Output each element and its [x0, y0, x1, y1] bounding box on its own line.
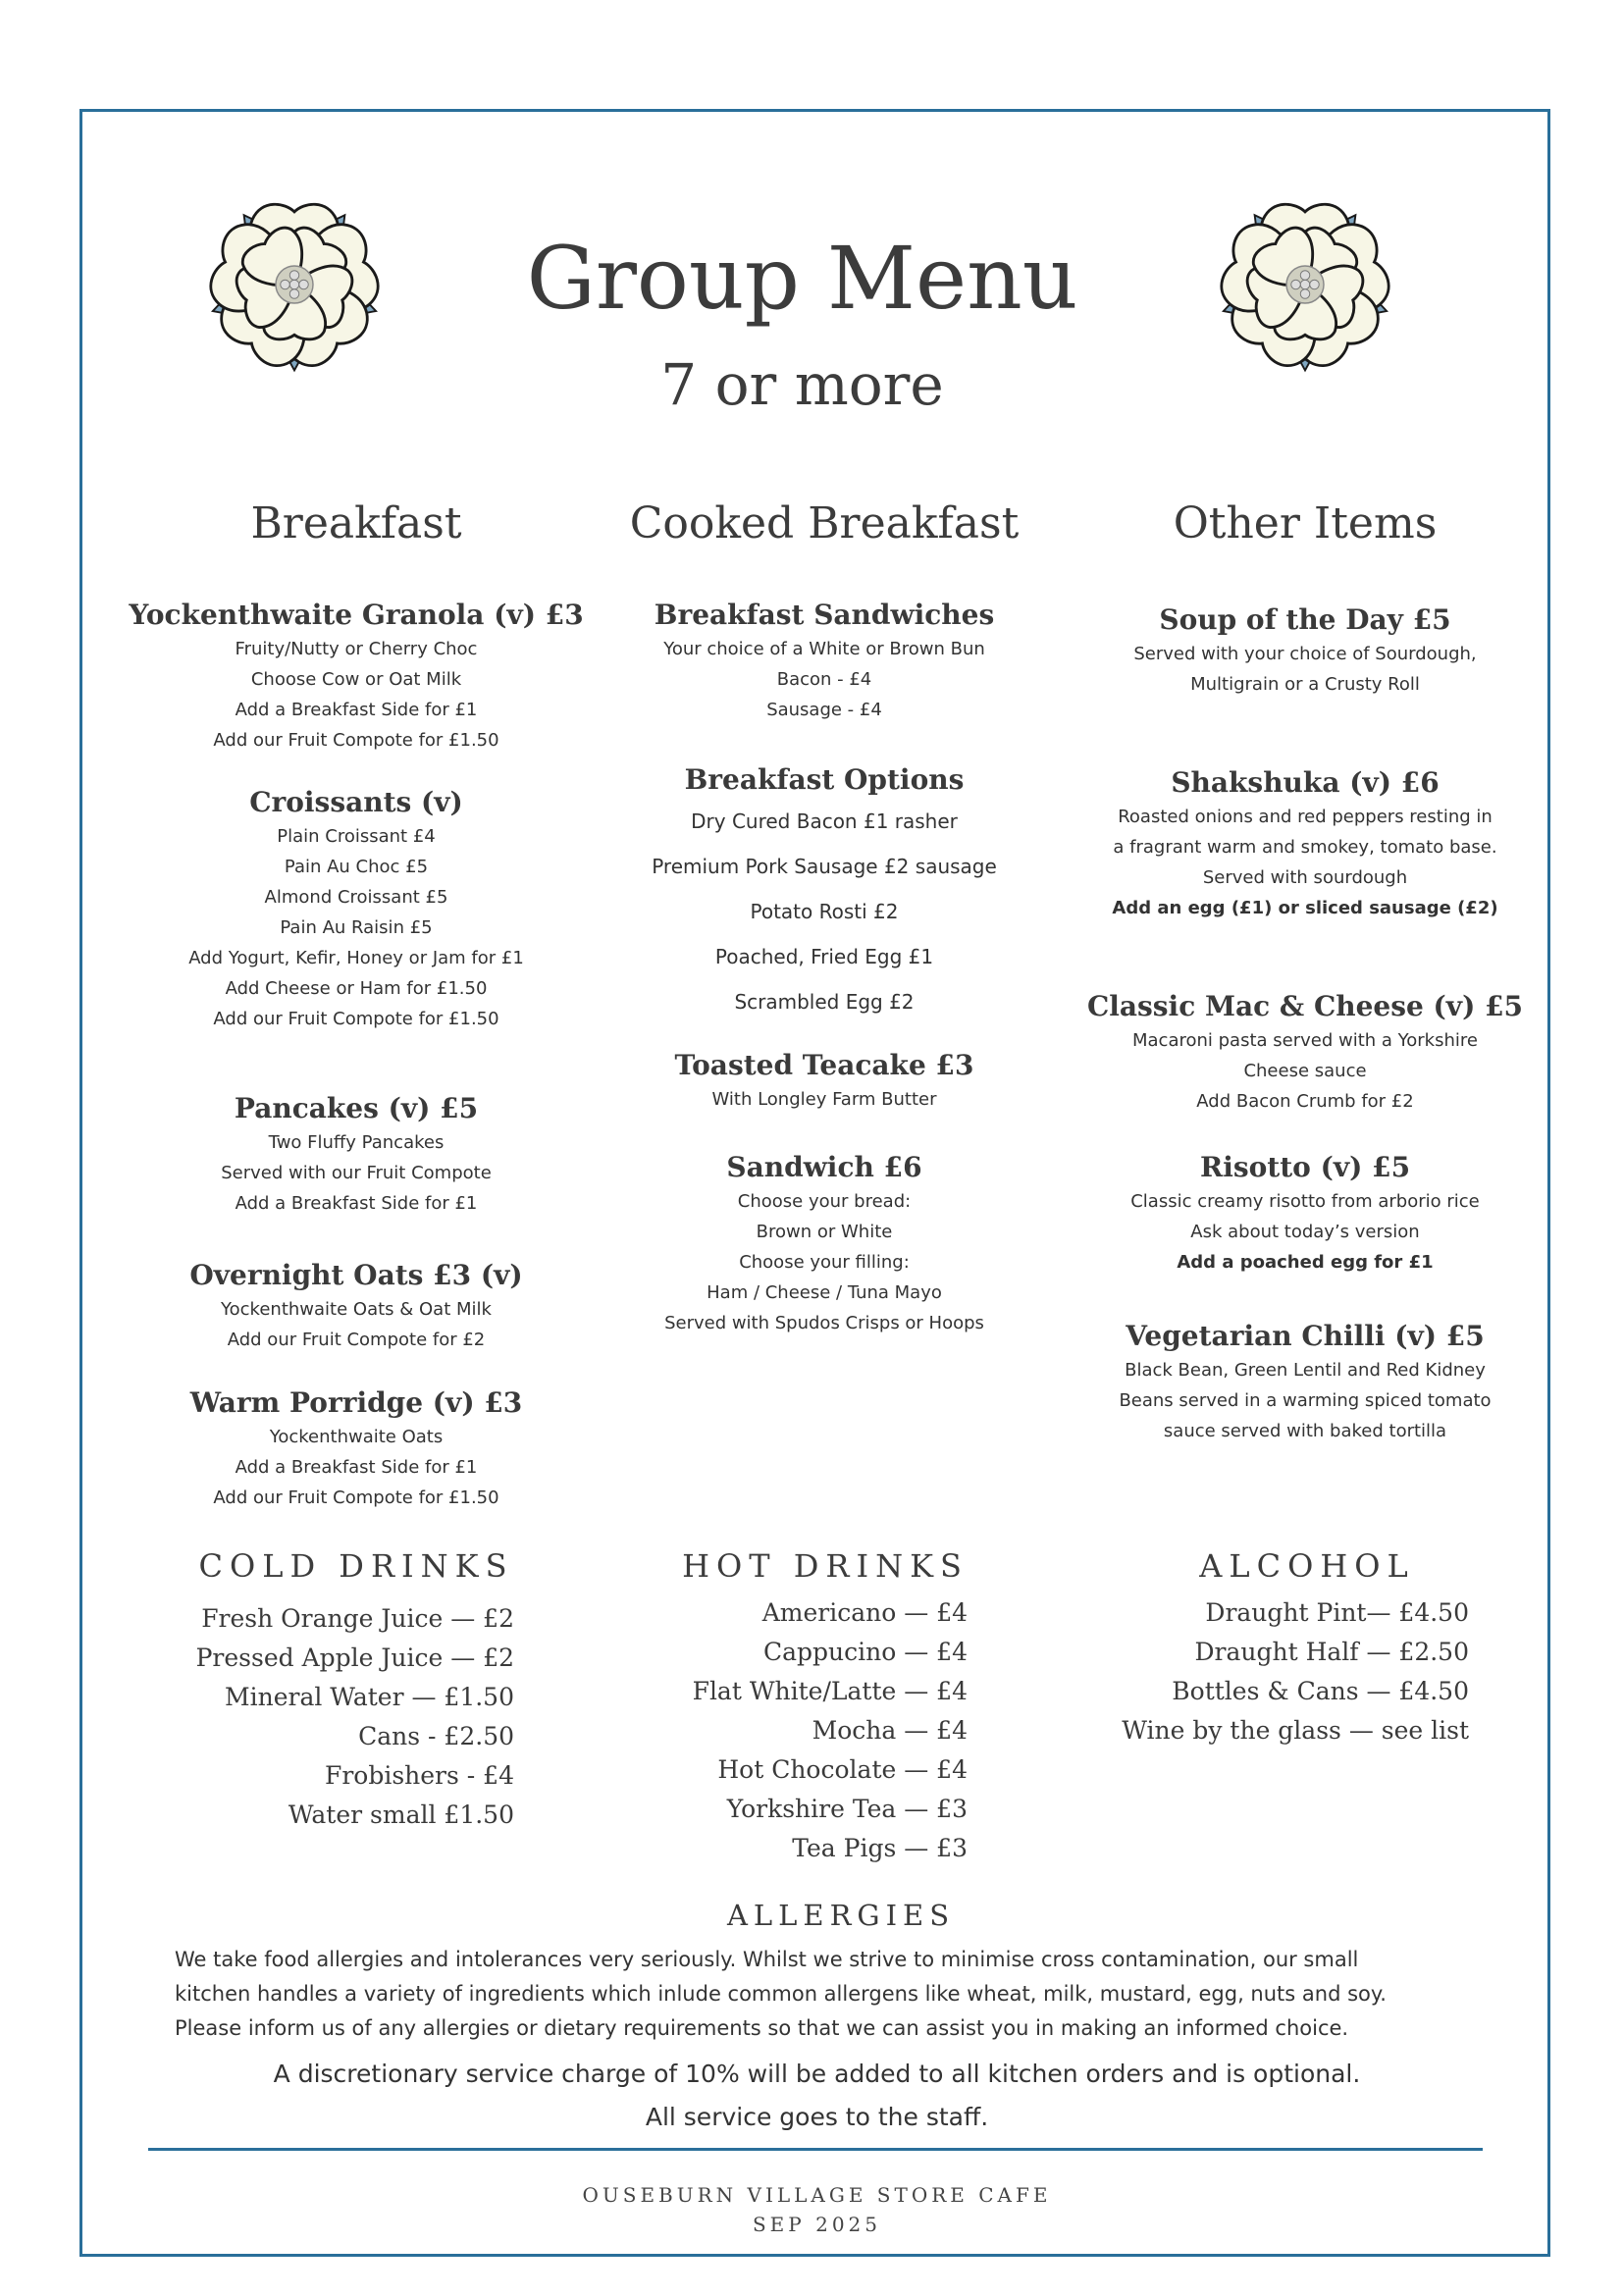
menu-item-detail: Choose your bread:: [737, 1191, 912, 1212]
menu-item: [101, 1384, 611, 1513]
menu-item-detail: Ask about today’s version: [1190, 1222, 1420, 1242]
menu-item: [1050, 1318, 1560, 1446]
menu-item-detail: Plain Croissant £4: [277, 826, 436, 847]
menu-item-detail: Bacon - £4: [776, 669, 872, 690]
alcohol-heading: ALCOHOL: [1199, 1547, 1415, 1585]
menu-item-detail: Ham / Cheese / Tuna Mayo: [707, 1282, 942, 1303]
drink-item: Pressed Apple Juice — £2: [195, 1644, 514, 1672]
menu-item-detail: Fruity/Nutty or Cherry Choc: [235, 639, 478, 659]
drink-item: Hot Chocolate — £4: [717, 1755, 968, 1784]
menu-item: [101, 1257, 611, 1355]
menu-item-detail: Macaroni pasta served with a Yorkshire: [1132, 1030, 1478, 1051]
menu-item-detail: Cheese sauce: [1243, 1061, 1367, 1081]
section-heading-cooked: Cooked Breakfast: [629, 498, 1020, 548]
drink-item: Yorkshire Tea — £3: [726, 1795, 968, 1823]
menu-item: [101, 597, 611, 756]
menu-item-title: Soup of the Day £5: [1159, 603, 1451, 636]
menu-item-detail: Add Bacon Crumb for £2: [1196, 1091, 1414, 1112]
menu-item-detail: Classic creamy risotto from arborio rice: [1130, 1191, 1480, 1212]
menu-item-detail: a fragrant warm and smokey, tomato base.: [1113, 837, 1497, 858]
menu-item-detail: Brown or White: [756, 1222, 893, 1242]
menu-item-title: Toasted Teacake £3: [674, 1049, 974, 1081]
menu-item-detail: Roasted onions and red peppers resting in: [1118, 807, 1493, 827]
menu-item-title: Classic Mac & Cheese (v) £5: [1086, 990, 1524, 1022]
menu-item-detail: Pain Au Raisin £5: [280, 917, 433, 938]
menu-item-detail: Add our Fruit Compote for £1.50: [213, 1009, 499, 1029]
menu-item-detail: Beans served in a warming spiced tomato: [1119, 1390, 1492, 1411]
menu-item-detail: Two Fluffy Pancakes: [268, 1132, 445, 1153]
service-staff-note: All service goes to the staff.: [645, 2103, 989, 2131]
menu-item-detail: Almond Croissant £5: [264, 887, 448, 908]
menu-item-title: Sandwich £6: [726, 1151, 922, 1183]
menu-item-detail: Potato Rosti £2: [750, 900, 899, 923]
hot-drinks-list: [693, 1593, 968, 1868]
drink-item: Americano — £4: [761, 1598, 968, 1627]
drink-item: Frobishers - £4: [324, 1761, 514, 1790]
drink-item: Mineral Water — £1.50: [225, 1683, 514, 1711]
menu-item: [569, 597, 1079, 725]
menu-item: [569, 761, 1079, 1024]
menu-item-detail: With Longley Farm Butter: [711, 1089, 937, 1110]
page-subtitle: 7 or more: [660, 351, 944, 418]
menu-item-detail: Add an egg (£1) or sliced sausage (£2): [1112, 898, 1498, 918]
menu-item-detail: Choose your filling:: [739, 1252, 910, 1273]
menu-item-detail: Served with Spudos Crisps or Hoops: [664, 1313, 984, 1333]
menu-item-detail: sauce served with baked tortilla: [1163, 1421, 1447, 1441]
menu-item-title: Croissants (v): [249, 786, 463, 818]
menu-item-detail: Poached, Fried Egg £1: [714, 945, 934, 968]
menu-item-detail: Served with sourdough: [1202, 867, 1408, 888]
menu-item-detail: Yockenthwaite Oats & Oat Milk: [221, 1299, 492, 1320]
menu-item-title: Yockenthwaite Granola (v) £3: [129, 599, 584, 631]
drink-item: Water small £1.50: [288, 1800, 514, 1829]
menu-item: [1050, 1149, 1560, 1278]
allergies-line: kitchen handles a variety of ingredients which inlude common allergens like wheat, milk, mustard, egg, nuts and soy.: [175, 1982, 1387, 2006]
menu-item-title: Vegetarian Chilli (v) £5: [1126, 1320, 1485, 1352]
menu-item-detail: Dry Cured Bacon £1 rasher: [691, 809, 958, 833]
drink-item: Fresh Orange Juice — £2: [201, 1604, 514, 1633]
menu-item-detail: Served with your choice of Sourdough,: [1133, 644, 1477, 664]
footer-date: SEP 2025: [752, 2213, 881, 2236]
menu-item-title: Pancakes (v) £5: [234, 1092, 479, 1124]
menu-item-title: Warm Porridge (v) £3: [189, 1386, 523, 1419]
alcohol-list: [1122, 1593, 1469, 1750]
allergies-line: We take food allergies and intolerances very seriously. Whilst we strive to minimise cross contamination, our small: [175, 1948, 1359, 1971]
menu-item: [101, 784, 611, 1034]
menu-item-detail: Add a Breakfast Side for £1: [235, 700, 478, 720]
menu-item-detail: Served with our Fruit Compote: [221, 1163, 492, 1183]
drink-item: Draught Half — £2.50: [1194, 1638, 1469, 1666]
cold-drinks-heading: COLD DRINKS: [198, 1547, 514, 1585]
footer-cafe-name: OUSEBURN VILLAGE STORE CAFE: [582, 2183, 1052, 2207]
drink-item: Flat White/Latte — £4: [692, 1677, 968, 1705]
menu-item: [1050, 764, 1560, 923]
menu-item-detail: Add our Fruit Compote for £1.50: [213, 1487, 499, 1508]
menu-item-detail: Black Bean, Green Lentil and Red Kidney: [1125, 1360, 1486, 1381]
drink-item: Cappucino — £4: [763, 1638, 968, 1666]
menu-item-detail: Pain Au Choc £5: [284, 857, 429, 877]
section-heading-breakfast: Breakfast: [250, 498, 462, 548]
allergies-line: Please inform us of any allergies or dietary requirements so that we can assist you in making an informed choice.: [175, 2016, 1349, 2040]
menu-item-detail: Yockenthwaite Oats: [269, 1427, 444, 1447]
menu-item-detail: Add Yogurt, Kefir, Honey or Jam for £1: [188, 948, 524, 968]
menu-item-detail: Add our Fruit Compote for £2: [227, 1330, 486, 1350]
drink-item: Draught Pint— £4.50: [1205, 1598, 1469, 1627]
menu-item: [569, 1149, 1079, 1338]
menu-item-title: Breakfast Options: [684, 763, 965, 796]
section-heading-other: Other Items: [1173, 498, 1438, 548]
allergies-heading: ALLERGIES: [726, 1899, 956, 1932]
menu-item-detail: Premium Pork Sausage £2 sausage: [652, 855, 997, 878]
drink-item: Tea Pigs — £3: [792, 1834, 968, 1862]
menu-item-detail: Sausage - £4: [766, 700, 882, 720]
menu-item-title: Breakfast Sandwiches: [654, 599, 995, 631]
hot-drinks-heading: HOT DRINKS: [682, 1547, 969, 1585]
menu-item-detail: Add our Fruit Compote for £1.50: [213, 730, 499, 751]
menu-item-detail: Add a Breakfast Side for £1: [235, 1193, 478, 1214]
page-title: Group Menu: [526, 228, 1078, 329]
menu-item-title: Overnight Oats £3 (v): [189, 1259, 523, 1291]
drink-item: Mocha — £4: [812, 1716, 968, 1745]
menu-item: [1050, 601, 1560, 700]
drink-item: Wine by the glass — see list: [1122, 1716, 1469, 1745]
menu-item-detail: Add a Breakfast Side for £1: [235, 1457, 478, 1478]
menu-item: [101, 1090, 611, 1219]
menu-item: [569, 1047, 1079, 1115]
divider: [148, 2148, 1483, 2151]
drink-item: Cans - £2.50: [358, 1722, 514, 1750]
menu-item-detail: Your choice of a White or Brown Bun: [663, 639, 985, 659]
drink-item: Bottles & Cans — £4.50: [1172, 1677, 1469, 1705]
menu-item-detail: Multigrain or a Crusty Roll: [1190, 674, 1420, 695]
allergies-text: [175, 1943, 1470, 2046]
menu-item-detail: Choose Cow or Oat Milk: [250, 669, 462, 690]
menu-item-detail: Add Cheese or Ham for £1.50: [225, 978, 488, 999]
menu-item: [1050, 988, 1560, 1117]
menu-item-title: Shakshuka (v) £6: [1171, 766, 1440, 799]
cold-drinks-list: [196, 1599, 514, 1835]
menu-item-detail: Scrambled Egg £2: [734, 990, 915, 1014]
service-charge-note: A discretionary service charge of 10% will be added to all kitchen orders and is optional.: [273, 2060, 1361, 2088]
menu-item-detail: Add a poached egg for £1: [1177, 1252, 1434, 1273]
menu-item-title: Risotto (v) £5: [1199, 1151, 1411, 1183]
